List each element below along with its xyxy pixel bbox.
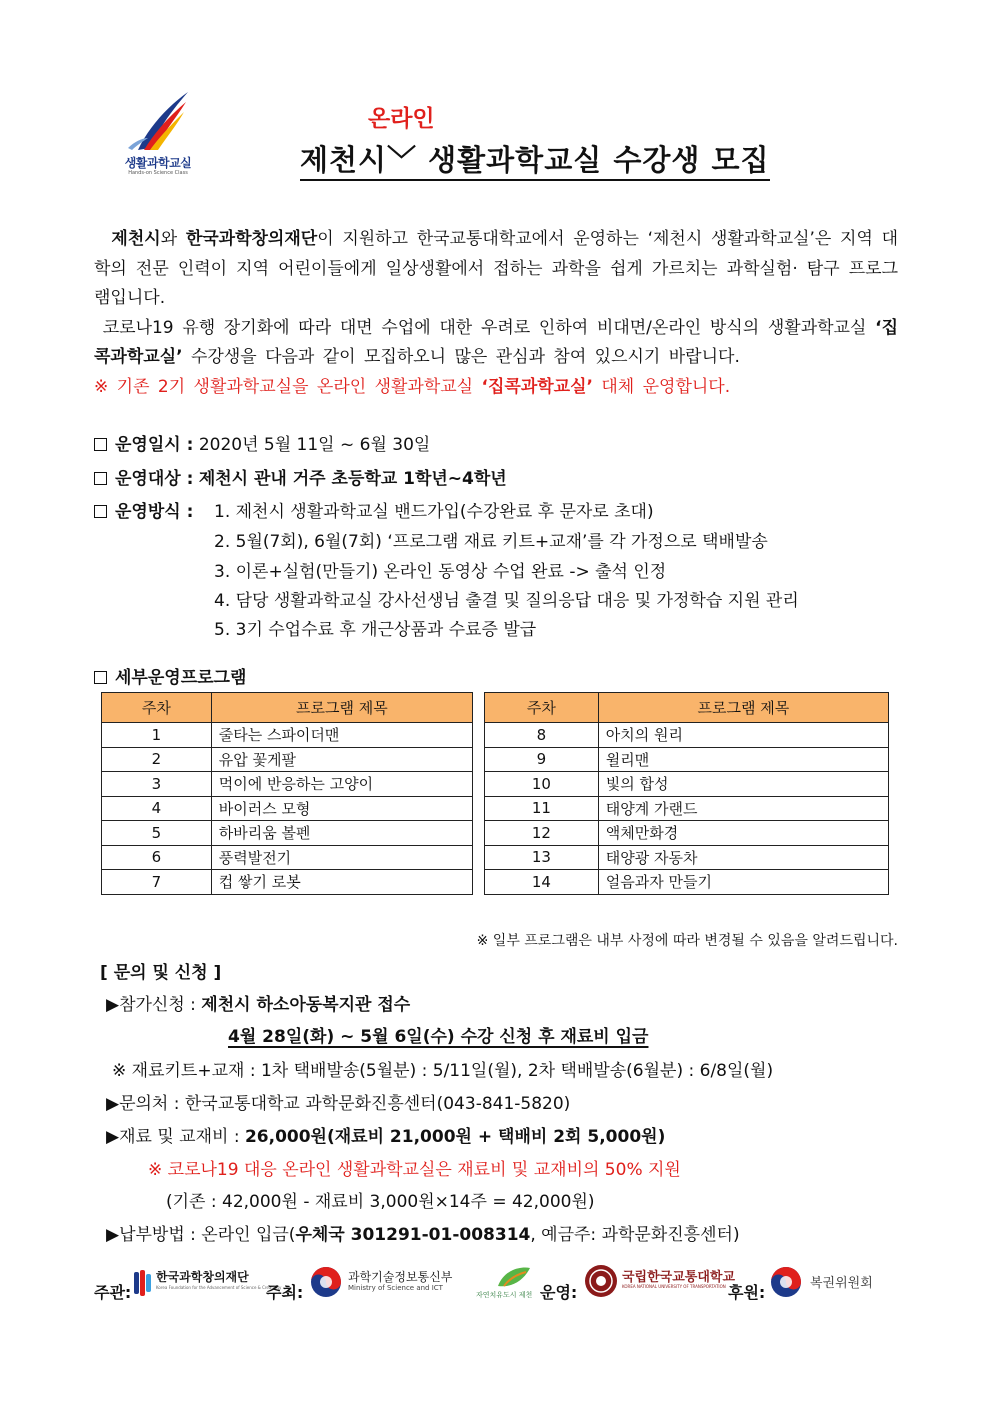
logo-subtext: Hands-on Science Class bbox=[128, 170, 188, 176]
university-emblem-icon bbox=[584, 1264, 618, 1298]
swoosh-logo-icon bbox=[108, 88, 208, 158]
title-cell: 줄타는 스파이더맨 bbox=[211, 723, 472, 748]
apply-value: 제천시 하소아동복지관 접수 bbox=[201, 995, 411, 1015]
title-cell: 얼음과자 만들기 bbox=[598, 870, 888, 895]
logo-text: 생활과학교실 bbox=[124, 156, 192, 170]
taegeuk-icon bbox=[310, 1266, 342, 1298]
column-header-week: 주차 bbox=[102, 693, 212, 723]
title-cell: 먹이에 반응하는 고양이 bbox=[211, 772, 472, 797]
intro-text: ※ 기존 2기 생활과학교실을 온라인 생활과학교실 bbox=[94, 376, 482, 397]
week-cell: 11 bbox=[485, 796, 599, 821]
method-item: 5. 3기 수업수료 후 개근상품과 수료증 발급 bbox=[214, 620, 537, 640]
schedule-value: 2020년 5월 11일 ~ 6월 30일 bbox=[198, 435, 431, 455]
apply-label: ▶참가신청 : bbox=[106, 995, 202, 1015]
week-cell: 2 bbox=[102, 747, 212, 772]
checkbox-icon bbox=[94, 472, 107, 485]
week-cell: 1 bbox=[102, 723, 212, 748]
checkbox-icon bbox=[94, 671, 107, 684]
fee-label: ▶재료 및 교재비 : bbox=[106, 1127, 245, 1147]
table-row bbox=[102, 870, 473, 895]
schedule-row bbox=[94, 430, 430, 455]
program-section-row bbox=[94, 663, 246, 688]
fee-row bbox=[106, 1122, 665, 1147]
week-cell: 5 bbox=[102, 821, 212, 846]
operator-label: 운영: bbox=[540, 1283, 578, 1302]
table-row bbox=[485, 796, 889, 821]
method-label: 운영방식 : bbox=[115, 502, 194, 522]
title-cell: 윌리맨 bbox=[598, 747, 888, 772]
fee-value: 26,000원(재료비 21,000원 + 택배비 2회 5,000원) bbox=[244, 1127, 666, 1147]
original-price: (기존 : 42,000원 - 재료비 3,000원×14주 = 42,000원) bbox=[166, 1192, 595, 1212]
intro-bold-foundation: 한국과학창의재단 bbox=[185, 229, 318, 249]
kit-delivery-note: ※ 재료키트+교재 : 1차 택배발송(5월분) : 5/11일(월), 2차 택배발송(6월분) : 6/8일(월) bbox=[112, 1061, 774, 1081]
checkbox-icon bbox=[94, 438, 107, 451]
target-label: 운영대상 : bbox=[115, 469, 194, 489]
method-row bbox=[94, 497, 193, 522]
title-cell: 유압 꽃게팔 bbox=[211, 747, 472, 772]
title-cell: 액체만화경 bbox=[598, 821, 888, 846]
sponsor-label: 후원: bbox=[728, 1283, 766, 1302]
host-org-name: 한국과학창의재단 bbox=[156, 1270, 249, 1284]
week-cell: 14 bbox=[485, 870, 599, 895]
column-header-title: 프로그램 제목 bbox=[598, 693, 888, 723]
sponsor-org-name: 복권위원회 bbox=[810, 1276, 873, 1291]
title-cell: 태양광 자동차 bbox=[598, 845, 888, 870]
intro-text: 코로나19 유행 장기화에 따라 대면 수업에 대한 우려로 인하여 비대면/온라인 방식의 생활과학교실 bbox=[102, 317, 876, 338]
payment-label: ▶납부방법 : 온라인 입금( bbox=[106, 1225, 296, 1245]
payment-holder: , 예금주: 과학문화진흥센터) bbox=[530, 1225, 740, 1245]
operator-org-name: 국립한국교통대학교 bbox=[622, 1270, 736, 1285]
target-row bbox=[94, 464, 507, 489]
week-cell: 13 bbox=[485, 845, 599, 870]
week-cell: 8 bbox=[485, 723, 599, 748]
program-table-left bbox=[101, 692, 473, 895]
host-org-sub: Korea Foundation for the Advancement of Science & Creativity bbox=[156, 1285, 282, 1290]
table-row bbox=[485, 845, 889, 870]
intro-text: 대체 운영합니다. bbox=[592, 376, 731, 397]
program-change-note: ※ 일부 프로그램은 내부 사정에 따라 변경될 수 있음을 알려드립니다. bbox=[476, 933, 898, 949]
intro-text: 이 지원하고 한국교통대학교에서 운영하는 ‘제천시 생활과학교실’은 지역 대학의 전문 인력이 지역 어린이들에게 일상생활에서 접하는 과학을 쉽게 가르치는 과학실험· 탐구 프로그램입니다. bbox=[94, 229, 898, 308]
payment-row bbox=[106, 1220, 740, 1245]
program-section-label: 세부운영프로그램 bbox=[115, 668, 247, 688]
leaf-icon bbox=[494, 1264, 534, 1290]
foundation-logo-icon bbox=[134, 1270, 152, 1296]
apply-row bbox=[106, 990, 410, 1015]
column-header-title: 프로그램 제목 bbox=[211, 693, 472, 723]
sponsors-footer bbox=[94, 1262, 894, 1310]
title-cell: 아치의 원리 bbox=[598, 723, 888, 748]
payment-account: 우체국 301291-01-008314 bbox=[295, 1225, 531, 1245]
inquiry-section-title: [ 문의 및 신청 ] bbox=[100, 963, 222, 983]
apply-period-text: 4월 28일(화) ~ 5월 6일(수) 수강 신청 후 재료비 입금 bbox=[228, 1027, 649, 1047]
schedule-label: 운영일시 : bbox=[115, 435, 194, 455]
method-item: 4. 담당 생활과학교실 강사선생님 출결 및 질의응답 대응 및 가정학습 지원 관리 bbox=[214, 591, 799, 611]
apply-period bbox=[228, 1022, 648, 1047]
intro-text: 수강생을 다음과 같이 모집하오니 많은 관심과 참여 있으시기 바랍니다. bbox=[182, 347, 740, 367]
week-cell: 3 bbox=[102, 772, 212, 797]
table-row bbox=[102, 796, 473, 821]
contact-row: ▶문의처 : 한국교통대학교 과학문화진흥센터(043-841-5820) bbox=[106, 1094, 571, 1114]
page-title: 제천시﹀ 생활과학교실 수강생 모집 bbox=[300, 142, 770, 181]
intro-bold-jecheon: 제천시 bbox=[111, 229, 161, 249]
table-row bbox=[485, 772, 889, 797]
host-label: 주관: bbox=[94, 1283, 132, 1302]
week-cell: 12 bbox=[485, 821, 599, 846]
table-row bbox=[485, 870, 889, 895]
column-header-week: 주차 bbox=[485, 693, 599, 723]
title-cell: 바이러스 모형 bbox=[211, 796, 472, 821]
title-cell: 컵 쌓기 로봇 bbox=[211, 870, 472, 895]
title-cell: 태양계 가랜드 bbox=[598, 796, 888, 821]
organizer-org-name: 과학기술정보통신부 bbox=[348, 1270, 453, 1284]
method-item: 1. 제천시 생활과학교실 밴드가입(수강완료 후 문자로 초대) bbox=[214, 502, 654, 522]
program-table-right bbox=[484, 692, 889, 895]
title-cell: 빛의 합성 bbox=[598, 772, 888, 797]
target-value: 제천시 관내 거주 초등학교 1학년~4학년 bbox=[198, 469, 507, 489]
method-item: 3. 이론+실험(만들기) 온라인 동영상 수업 완료 -> 출석 인정 bbox=[214, 562, 667, 582]
intro-line-1 bbox=[94, 225, 898, 314]
table-row bbox=[102, 723, 473, 748]
title-cell: 하바리움 볼펜 bbox=[211, 821, 472, 846]
table-row bbox=[102, 772, 473, 797]
taegeuk-icon bbox=[770, 1266, 802, 1298]
intro-bold-program: ‘집콕과학교실’ bbox=[481, 376, 593, 397]
intro-bold-program: ‘집콕과학교실’ bbox=[94, 317, 898, 367]
table-row bbox=[102, 845, 473, 870]
table-row bbox=[102, 747, 473, 772]
week-cell: 9 bbox=[485, 747, 599, 772]
intro-paragraph bbox=[94, 225, 898, 402]
organizer-label: 주최: bbox=[266, 1283, 304, 1302]
operator-org-sub: KOREA NATIONAL UNIVERSITY OF TRANSPORTATION bbox=[622, 1284, 726, 1289]
intro-line-3 bbox=[94, 373, 898, 403]
checkbox-icon bbox=[94, 505, 107, 518]
table-row bbox=[102, 821, 473, 846]
intro-text: 와 bbox=[160, 229, 186, 249]
week-cell: 7 bbox=[102, 870, 212, 895]
table-row bbox=[485, 723, 889, 748]
support-note: ※ 코로나19 대응 온라인 생활과학교실은 재료비 및 교재비의 50% 지원 bbox=[148, 1160, 681, 1180]
week-cell: 4 bbox=[102, 796, 212, 821]
method-item: 2. 5월(7회), 6월(7회) ‘프로그램 재료 키트+교재’를 각 가정으로 택배발송 bbox=[214, 532, 768, 552]
table-row bbox=[485, 821, 889, 846]
online-label: 온라인 bbox=[368, 106, 435, 132]
title-cell: 풍력발전기 bbox=[211, 845, 472, 870]
science-class-logo bbox=[108, 88, 208, 184]
intro-line-2 bbox=[94, 314, 898, 373]
organizer-org-sub: Ministry of Science and ICT bbox=[348, 1284, 443, 1292]
city-text: 자연치유도시 제천 bbox=[476, 1291, 533, 1299]
table-row bbox=[485, 747, 889, 772]
week-cell: 6 bbox=[102, 845, 212, 870]
week-cell: 10 bbox=[485, 772, 599, 797]
